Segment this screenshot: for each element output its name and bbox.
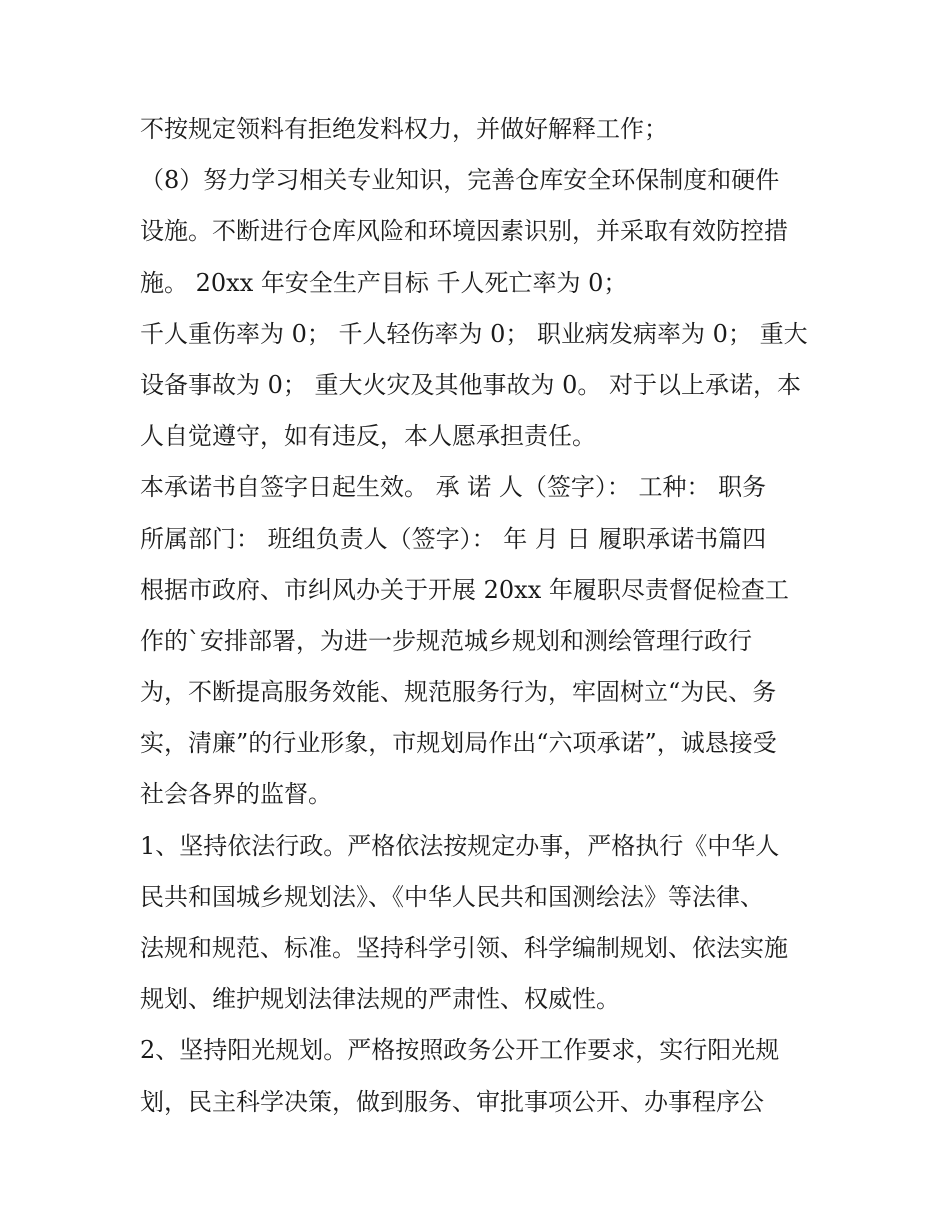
text-line: 不按规定领料有拒绝发料权力，并做好解释工作； <box>140 115 668 143</box>
document-body <box>140 104 820 1128</box>
text-line: 规划、维护规划法律法规的严肃性、权威性。 <box>140 985 620 1014</box>
text-line: 设备事故为 0； 重大火灾及其他事故为 0。 对于以上承诺，本 <box>140 370 802 399</box>
text-line: 千人重伤率为 0； 千人轻伤率为 0； 职业病发病率为 0； 重大 <box>140 319 808 348</box>
text-line: 作的`安排部署，为进一步规范城乡规划和测绘管理行政行 <box>140 626 752 655</box>
text-line: 根据市政府、市纠风办关于开展 20xx 年履职尽责督促检查工 <box>140 575 789 604</box>
text-line: 所属部门： 班组负责人（签字）： 年 月 日 履职承诺书篇四 <box>140 524 767 553</box>
text-line: 民共和国城乡规划法》、《中华人民共和国测绘法》等法律、 <box>140 882 764 911</box>
text-line: 划，民主科学决策，做到服务、审批事项公开、办事程序公 <box>140 1087 764 1116</box>
text-line: 设施。不断进行仓库风险和环境因素识别，并采取有效防控措 <box>140 217 788 246</box>
text-line: （8）努力学习相关专业知识，完善仓库安全环保制度和硬件 <box>140 166 780 195</box>
text-line: 2、坚持阳光规划。严格按照政务公开工作要求，实行阳光规 <box>140 1036 780 1065</box>
text-line: 社会各界的监督。 <box>140 780 332 809</box>
text-line: 为，不断提高服务效能、规范服务行为，牢固树立“为民、务 <box>140 678 777 707</box>
text-line: 本承诺书自签字日起生效。 承 诺 人（签字）： 工种： 职务 <box>140 473 767 502</box>
text-line: 施。 20xx 年安全生产目标 千人死亡率为 0； <box>140 268 628 297</box>
text-line: 人自觉遵守，如有违反，本人愿承担责任。 <box>140 422 596 451</box>
text-line: 实，清廉”的行业形象，市规划局作出“六项承诺”，诚恳接受 <box>140 729 777 758</box>
text-line: 法规和规范、标准。坚持科学引领、科学编制规划、依法实施 <box>140 934 788 962</box>
text-line: 1、坚持依法行政。严格依法按规定办事，严格执行《中华人 <box>140 831 780 860</box>
